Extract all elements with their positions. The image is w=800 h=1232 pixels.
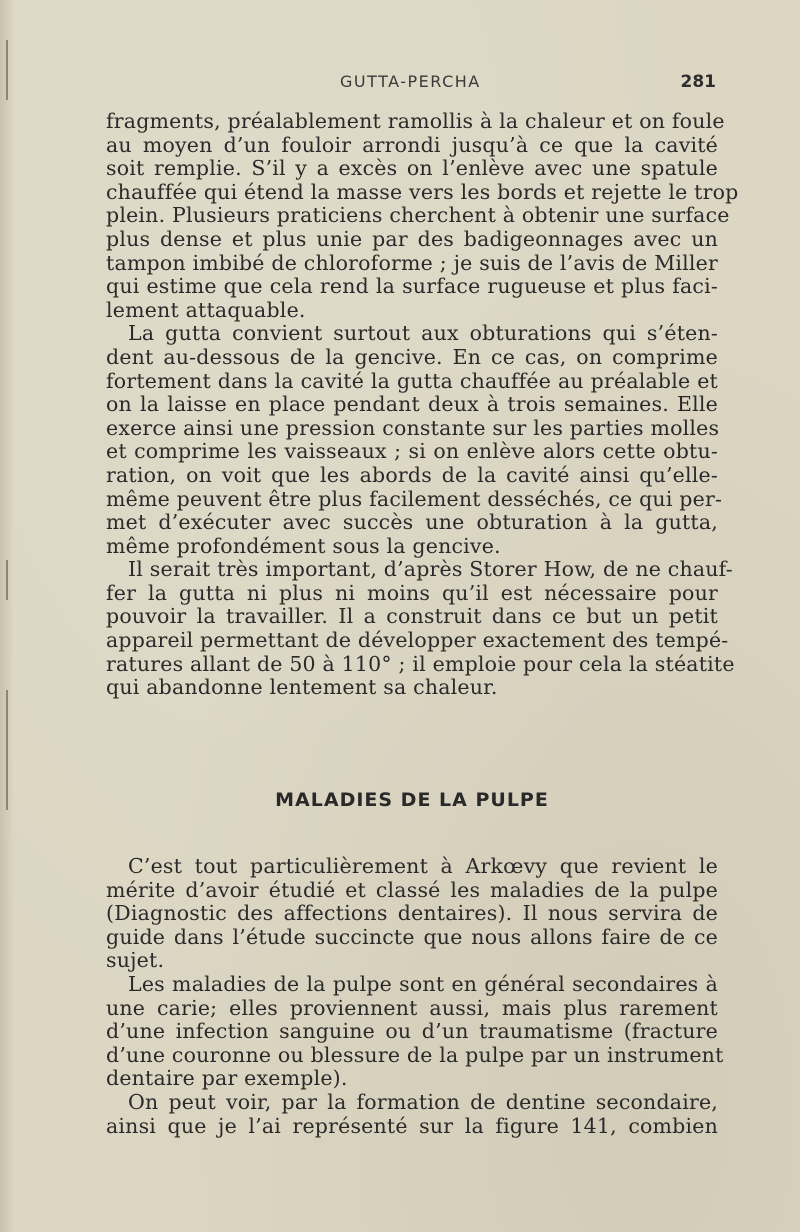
text-line: plein. Plusieurs praticiens cherchent à obtenir une surface: [106, 203, 730, 228]
page-header: [108, 72, 716, 98]
text-line: fortement dans la cavité la gutta chauffée au préalable et: [106, 368, 718, 393]
text-line: d’une couronne ou blessure de la pulpe par un instrument: [106, 1042, 724, 1067]
binding-mark: [6, 560, 8, 600]
body-text-bottom: [106, 854, 724, 1138]
text-line: mérite d’avoir étudié et classé les maladies de la pulpe: [106, 877, 718, 902]
text-line: C’est tout particulièrement à Arkœvy que revient le: [128, 854, 718, 878]
text-line: dentaire par exemple).: [106, 1066, 348, 1091]
text-line: ratures allant de 50 à 110° ; il emploie pour cela la stéatite: [106, 651, 735, 676]
binding-mark: [6, 40, 8, 100]
text-line: Il serait très important, d’après Storer How, de ne chauf-: [128, 557, 733, 582]
text-line: tampon imbibé de chloroforme ; je suis de l’avis de Miller: [106, 250, 718, 275]
text-line: plus dense et plus unie par des badigeonnages avec un: [106, 226, 718, 251]
section-title: MALADIES DE LA PULPE: [275, 789, 549, 811]
text-line: fer la gutta ni plus ni moins qu’il est nécessaire pour: [106, 580, 718, 605]
text-line: ainsi que je l’ai représenté sur la figure 141, combien: [106, 1113, 718, 1138]
text-line: dent au-dessous de la gencive. En ce cas, on comprime: [106, 344, 718, 369]
page-number: 281: [680, 72, 716, 92]
text-line: On peut voir, par la formation de dentine secondaire,: [128, 1089, 718, 1114]
text-line: lement attaquable.: [106, 297, 306, 322]
text-line: on la laisse en place pendant deux à trois semaines. Elle: [106, 392, 718, 417]
text-line: met d’exécuter avec succès une obturation à la gutta,: [106, 510, 718, 535]
text-line: au moyen d’un fouloir arrondi jusqu’à ce que la cavité: [106, 132, 718, 157]
running-title: GUTTA-PERCHA: [340, 72, 481, 91]
text-line: Les maladies de la pulpe sont en général secondaires à: [128, 971, 718, 996]
text-line: (Diagnostic des affections dentaires). Il nous servira de: [106, 901, 718, 926]
text-line: sujet.: [106, 948, 165, 973]
text-line: soit remplie. S’il y a excès on l’enlève avec une spatule: [106, 156, 718, 181]
page-binding-edge: [0, 0, 14, 1232]
text-line: même profondément sous la gencive.: [106, 533, 501, 558]
text-line: et comprime les vaisseaux ; si on enlève alors cette obtu-: [106, 439, 718, 464]
text-line: ration, on voit que les abords de la cavité ainsi qu’elle-: [106, 462, 718, 487]
body-text-top: [106, 109, 739, 700]
text-line: chauffée qui étend la masse vers les bords et rejette le trop: [106, 179, 739, 204]
text-line: exerce ainsi une pression constante sur les parties molles: [106, 415, 720, 440]
text-line: fragments, préalablement ramollis à la chaleur et on foule: [106, 109, 725, 133]
text-line: qui abandonne lentement sa chaleur.: [106, 675, 498, 700]
text-line: guide dans l’étude succincte que nous allons faire de ce: [106, 924, 718, 949]
text-line: pouvoir la travailler. Il a construit dans ce but un petit: [106, 604, 718, 629]
text-line: d’une infection sanguine ou d’un traumatisme (fracture: [106, 1019, 718, 1044]
section-heading: [0, 789, 800, 811]
text-line: appareil permettant de développer exactement des tempé-: [106, 628, 729, 653]
text-line: une carie; elles proviennent aussi, mais plus rarement: [106, 995, 718, 1020]
text-line: même peuvent être plus facilement desséchés, ce qui per-: [106, 486, 723, 511]
text-line: La gutta convient surtout aux obturations qui s’éten-: [128, 321, 718, 346]
text-line: qui estime que cela rend la surface rugueuse et plus faci-: [106, 274, 718, 299]
